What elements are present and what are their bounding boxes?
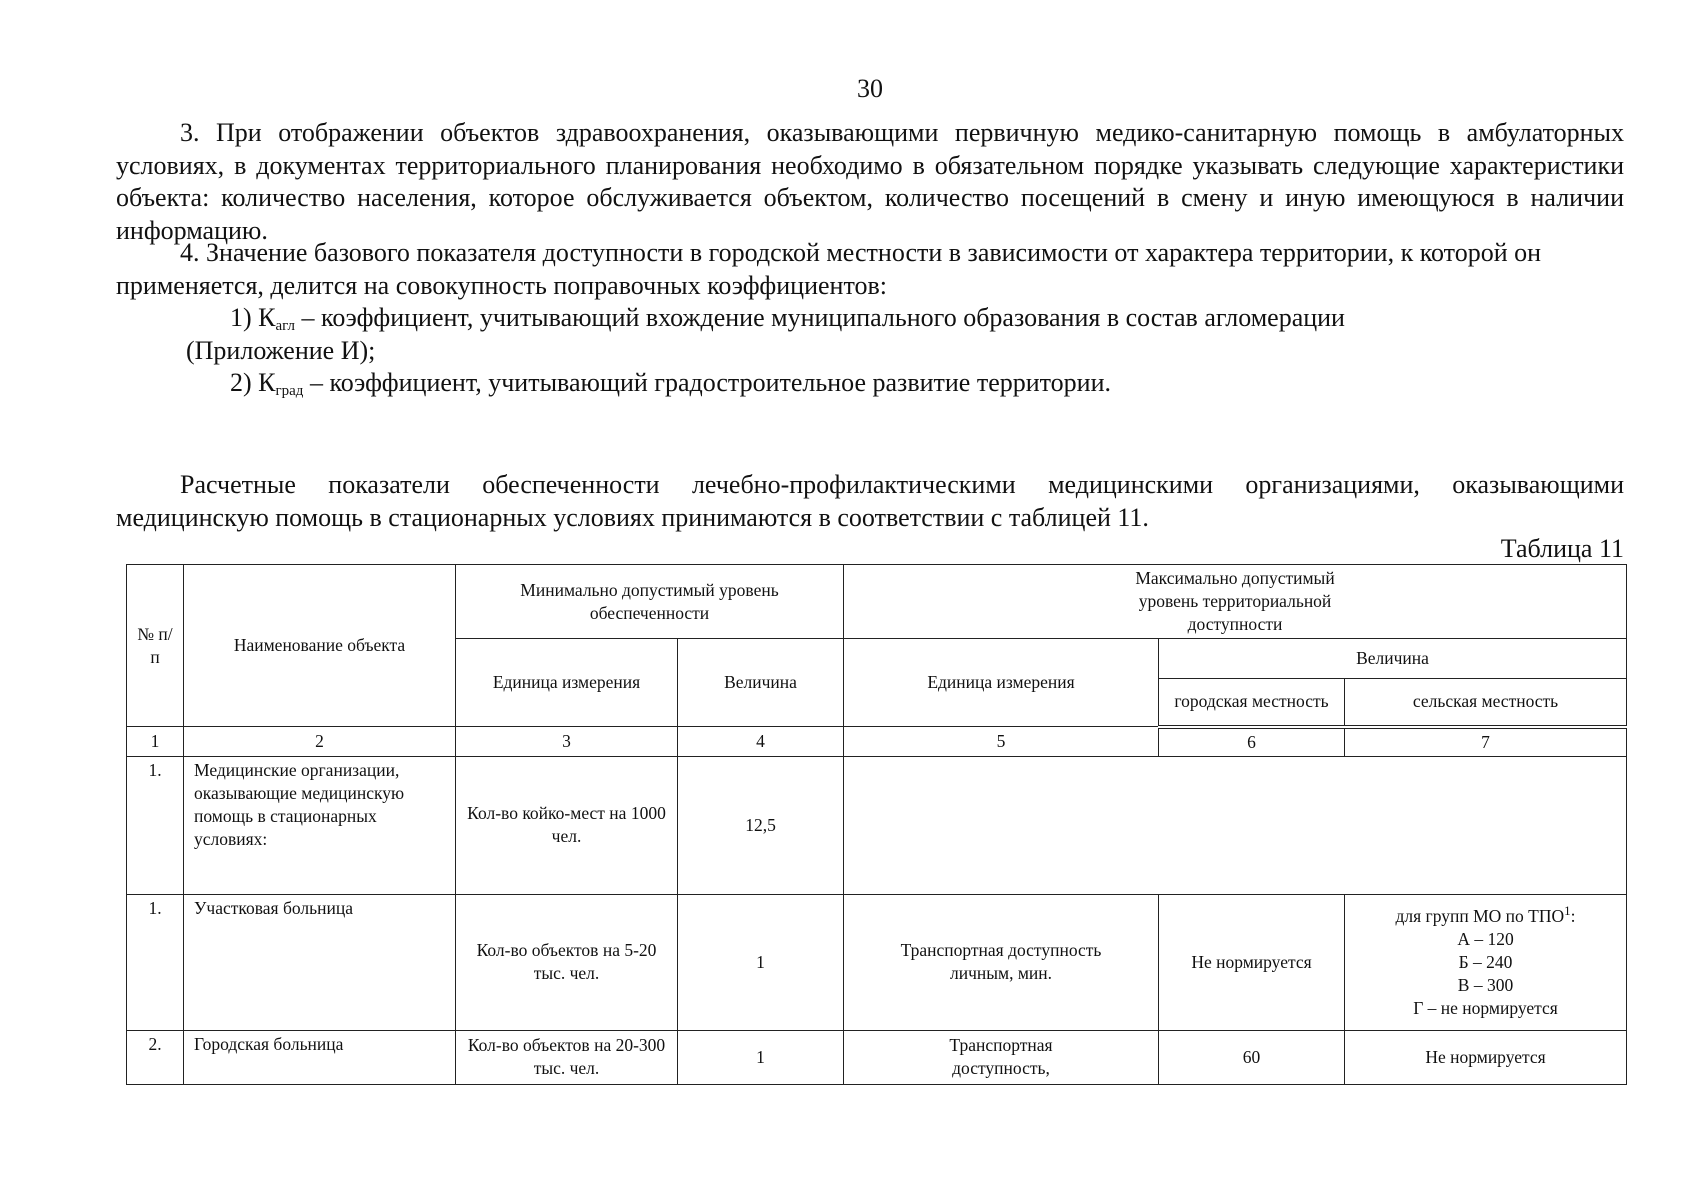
header-unit-min: Единица измерения	[456, 639, 678, 727]
col-number: 5	[844, 727, 1159, 757]
paragraph-5	[116, 469, 1624, 534]
column-number-row	[127, 727, 1627, 757]
header-name: Наименование объекта	[184, 565, 456, 727]
coefficient-item-1	[116, 302, 1624, 335]
paragraph-4-text: 4. Значение базового показателя доступности в городской местности в зависимости от характера территории, к которой он применяется, делится на совокупность поправочных коэффициентов:	[116, 238, 1542, 300]
rural-group-b: Б – 240	[1458, 951, 1513, 972]
col-number: 1	[127, 727, 184, 757]
row-num: 1.	[127, 894, 184, 1030]
row-rural-value: Не нормируется	[1345, 1030, 1627, 1084]
row-value: 1	[678, 1030, 844, 1084]
page-number: 30	[857, 74, 883, 103]
header-row-1	[127, 565, 1627, 639]
item1-prefix: 1) К	[230, 303, 276, 332]
row-name: Медицинские организации, оказывающие медицинскую помощь в стационарных условиях:	[184, 756, 456, 894]
provision-table	[126, 564, 1627, 1085]
paragraph-3-text: 3. При отображении объектов здравоохранения, оказывающими первичную медико-санитарную помощь в амбулаторных условиях, в документах территориального планирования необходимо в обязательном порядке указывать следующие характеристики объекта: количество населения, которое обслуживается объектом, количество посещений в смену и иную имеющуюся в наличии информацию.	[116, 118, 1624, 245]
row-value: 12,5	[678, 756, 844, 894]
header-max-group: Максимально допустимый уровень территориальной доступности	[844, 565, 1627, 639]
paragraph-5-text: Расчетные показатели обеспеченности лечебно-профилактическими медицинскими организациями, оказывающими медицинскую помощь в стационарных условиях принимаются в соответствии с таблицей 11.	[116, 470, 1624, 532]
table-row	[127, 894, 1627, 1030]
item1-subscript: агл	[275, 318, 296, 334]
header-unit-max: Единица измерения	[844, 639, 1159, 727]
table-row	[127, 756, 1627, 894]
table-row	[127, 1030, 1627, 1084]
rural-heading-colon: :	[1570, 905, 1576, 926]
header-value-max: Величина	[1159, 639, 1627, 679]
row-empty-access	[844, 756, 1627, 894]
table-caption: Таблица 11	[1500, 534, 1624, 563]
header-num: № п/п	[127, 565, 184, 727]
col-number: 2	[184, 727, 456, 757]
row-access-unit: Транспортная доступность личным, мин.	[844, 894, 1159, 1030]
header-rural: сельская местность	[1345, 679, 1627, 727]
item2-prefix: 2) К	[230, 368, 276, 397]
col-number: 6	[1159, 727, 1345, 757]
row-unit: Кол-во койко-мест на 1000 чел.	[456, 756, 678, 894]
rural-group-v: В – 300	[1457, 974, 1514, 995]
row-value: 1	[678, 894, 844, 1030]
row-num: 2.	[127, 1030, 184, 1084]
row-name: Участковая больница	[184, 894, 456, 1030]
coefficient-item-1-cont: (Приложение И);	[186, 335, 376, 365]
item2-subscript: град	[275, 383, 304, 399]
coefficient-item-2	[116, 367, 1624, 400]
row-unit: Кол-во объектов на 5-20 тыс. чел.	[456, 894, 678, 1030]
item2-text: – коэффициент, учитывающий градостроительное развитие территории.	[303, 368, 1112, 397]
col-number: 4	[678, 727, 844, 757]
paragraph-3	[116, 117, 1624, 247]
rural-groups-heading	[1351, 902, 1620, 928]
row-num: 1.	[127, 756, 184, 894]
col-number: 7	[1345, 727, 1627, 757]
header-urban: городская местность	[1159, 679, 1345, 727]
row-rural-value	[1345, 894, 1627, 1030]
col-number: 3	[456, 727, 678, 757]
row-access-unit: Транспортная доступность,	[844, 1030, 1159, 1084]
row-urban-value: 60	[1159, 1030, 1345, 1084]
row-unit: Кол-во объектов на 20-300 тыс. чел.	[456, 1030, 678, 1084]
row-urban-value: Не нормируется	[1159, 894, 1345, 1030]
rural-heading-text: для групп МО по ТПО	[1395, 905, 1565, 926]
item1-text: – коэффициент, учитывающий вхождение муниципального образования в состав агломерации	[295, 303, 1345, 332]
coefficient-list	[116, 302, 1624, 400]
paragraph-4	[116, 237, 1624, 302]
header-value-min: Величина	[678, 639, 844, 727]
row-name: Городская больница	[184, 1030, 456, 1084]
rural-group-g: Г – не нормируется	[1413, 997, 1558, 1018]
rural-group-a: А – 120	[1457, 928, 1514, 949]
footnote-marker: 1	[1564, 902, 1571, 918]
header-min-group: Минимально допустимый уровень обеспеченности	[456, 565, 844, 639]
